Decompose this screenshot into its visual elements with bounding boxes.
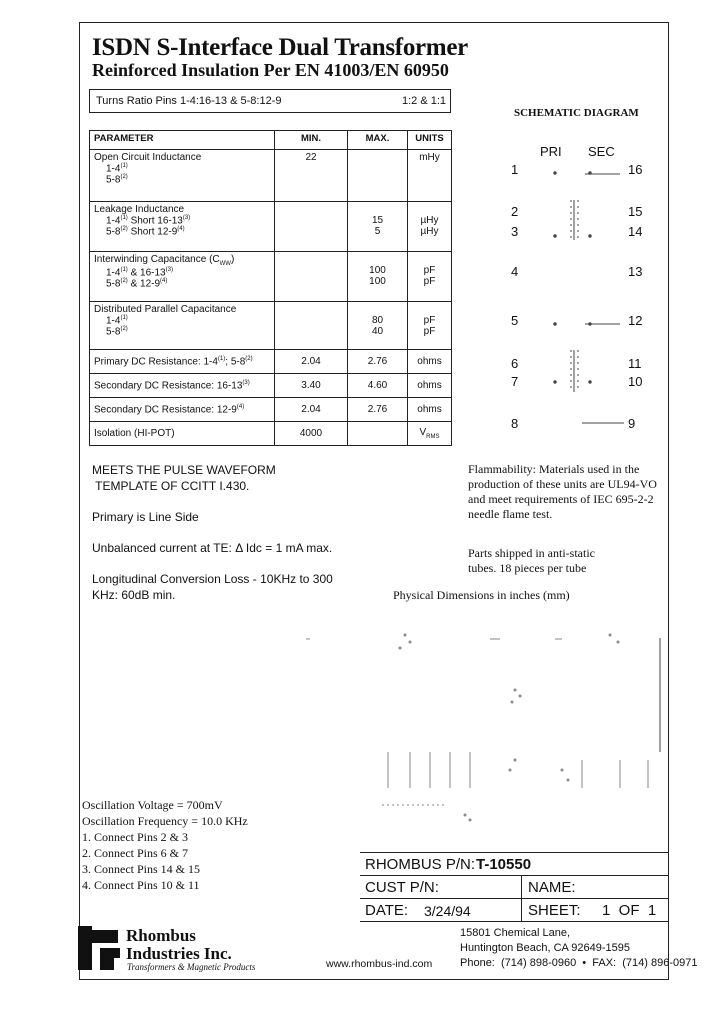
longitudinal-note-line2: KHz: 60dB min. — [92, 588, 176, 602]
schematic-title: SCHEMATIC DIAGRAM — [514, 107, 639, 119]
title-block-rule — [360, 898, 669, 899]
physical-dimensions-title: Physical Dimensions in inches (mm) — [393, 588, 570, 602]
param-sub: 1-4$^{(1)}$ & 16-13$^{(3)}$ — [106, 267, 173, 279]
param-sub: 5-8$^{(2)}$ & 12-9$^{(4)}$ — [106, 278, 168, 290]
schematic-drawing — [540, 160, 630, 435]
param-label: Interwinding Capacitance $(C_{WW})$ — [94, 254, 235, 267]
table-row — [90, 252, 452, 302]
pin-label: 8 — [511, 416, 519, 431]
max-value: 4.60 — [348, 374, 408, 398]
pin-label: 6 — [511, 356, 519, 371]
units-value: ohms — [408, 374, 452, 398]
pin-label: 3 — [511, 224, 519, 239]
turns-ratio-box — [89, 89, 451, 113]
header-min: MIN. — [275, 131, 348, 150]
sheet-label: SHEET: — [528, 902, 581, 919]
param-sub: 5-8$^{(2)}$ — [106, 326, 128, 338]
min-value — [275, 252, 348, 302]
turns-ratio-label: Turns Ratio Pins 1-4:16-13 & 5-8:12-9 — [96, 95, 282, 107]
polarity-dot — [554, 172, 556, 174]
table-row — [90, 302, 452, 350]
company-name-line2: Industries Inc. — [126, 944, 232, 963]
min-value: 4000 — [275, 422, 348, 446]
rhombus-pn-label: RHOMBUS P/N: — [365, 856, 476, 873]
pin-label: 9 — [628, 416, 636, 431]
min-value: 22 — [275, 150, 348, 202]
table-row — [90, 150, 452, 202]
units-value: ohms — [408, 398, 452, 422]
address-line1: 15801 Chemical Lane, — [460, 927, 571, 939]
table-row: Secondary DC Resistance: 12-9$^{(4)}$ 2.04 2.76 ohms — [90, 398, 452, 422]
pin-label: 15 — [628, 204, 643, 219]
units-value: µHy µHy — [408, 202, 452, 252]
pin-label: 16 — [628, 162, 643, 177]
param-sub: 5-8$^{(2)}$ Short 12-9$^{(4)}$ — [106, 226, 185, 238]
max-value: 80 40 — [348, 302, 408, 350]
title-block-divider — [521, 875, 522, 921]
max-value — [348, 422, 408, 446]
min-value: 3.40 — [275, 374, 348, 398]
max-value: 2.76 — [348, 398, 408, 422]
company-website: www.rhombus-ind.com — [326, 958, 433, 970]
date-label: DATE: — [365, 902, 409, 919]
title-block-rule — [360, 852, 669, 853]
sec-label: SEC — [588, 144, 615, 159]
pin-label: 4 — [511, 264, 519, 279]
phone-fax: Phone: (714) 898-0960 • FAX: (714) 896-0971 — [460, 957, 698, 969]
date-value: 3/24/94 — [424, 903, 471, 919]
header-parameter: PARAMETER — [90, 131, 275, 150]
pin-label: 14 — [628, 224, 643, 239]
pin-label: 5 — [511, 313, 519, 328]
pin-label: 13 — [628, 264, 643, 279]
units-value: $V_{RMS}$ — [408, 422, 452, 446]
shipping-note: Parts shipped in anti-static tubes. 18 pieces per tube — [468, 546, 595, 575]
oscillation-notes: Oscillation Voltage = 700mV Oscillation Frequency = 10.0 KHz 1. Connect Pins 2 & 3 2. Connect Pins 6 & 7 3. Connect Pins 14 & 15 4. Connect Pins 10 & 11 — [82, 798, 248, 892]
max-value — [348, 150, 408, 202]
min-value — [275, 202, 348, 252]
turns-ratio-value: 1:2 & 1:1 — [402, 95, 447, 107]
unbalanced-note: Unbalanced current at TE: Δ Idc = 1 mA max. — [92, 541, 333, 555]
longitudinal-note-line1: Longitudinal Conversion Loss - 10KHz to 300 — [92, 572, 333, 586]
spec-table — [89, 130, 452, 446]
name-label: NAME: — [528, 879, 576, 896]
primary-note: Primary is Line Side — [92, 510, 199, 524]
table-row: Primary DC Resistance: 1-4$^{(1)}$; 5-8$^{(2)}$ 2.04 2.76 ohms — [90, 350, 452, 374]
min-value — [275, 302, 348, 350]
pin-label: 10 — [628, 374, 643, 389]
header-max: MAX. — [348, 131, 408, 150]
param-sub: 1-4$^{(1)}$ — [106, 315, 128, 327]
pin-label: 12 — [628, 313, 643, 328]
param-label: Distributed Parallel Capacitance — [94, 304, 237, 315]
max-value: 15 5 — [348, 202, 408, 252]
address-line2: Huntington Beach, CA 92649-1595 — [460, 942, 631, 954]
param-sub: 1-4$^{(1)}$ — [106, 163, 128, 175]
table-header-row — [90, 131, 452, 150]
cust-pn-label: CUST P/N: — [365, 879, 439, 896]
min-value: 2.04 — [275, 398, 348, 422]
header-units: UNITS — [408, 131, 452, 150]
rhombus-pn-value: T-10550 — [476, 856, 532, 873]
title-block-rule — [360, 875, 669, 876]
pin-label: 7 — [511, 374, 519, 389]
table-row — [90, 202, 452, 252]
pin-label: 1 — [511, 162, 519, 177]
param-label: Isolation (HI-POT) — [90, 422, 275, 446]
document-title: ISDN S-Interface Dual Transformer — [92, 34, 468, 61]
physical-dimensions-drawing — [300, 620, 670, 830]
table-row — [90, 422, 452, 446]
max-value: 100 100 — [348, 252, 408, 302]
max-value: 2.76 — [348, 350, 408, 374]
pri-label: PRI — [540, 144, 562, 159]
min-value: 2.04 — [275, 350, 348, 374]
param-sub: 5-8$^{(2)}$ — [106, 174, 128, 186]
document-subtitle: Reinforced Insulation Per EN 41003/EN 60950 — [92, 60, 449, 80]
pin-label: 11 — [628, 356, 642, 371]
units-value: mHy — [408, 150, 452, 202]
company-tagline: Transformers & Magnetic Products — [127, 962, 256, 972]
param-label: Open Circuit Inductance — [94, 152, 202, 163]
pin-label: 2 — [511, 204, 519, 219]
rhombus-logo-icon — [78, 926, 124, 970]
company-name-line1: Rhombus — [126, 926, 196, 945]
pulse-note-line1: MEETS THE PULSE WAVEFORM — [92, 463, 276, 477]
param-sub: 1-4$^{(1)}$ Short 16-13$^{(3)}$ — [106, 215, 191, 227]
title-block-rule — [360, 921, 669, 922]
units-value: pF pF — [408, 302, 452, 350]
param-label: Leakage Inductance — [94, 204, 185, 215]
units-value: ohms — [408, 350, 452, 374]
sheet-value: 1 OF 1 — [602, 902, 657, 919]
pulse-note-line2: TEMPLATE OF CCITT I.430. — [92, 479, 250, 493]
units-value: pF pF — [408, 252, 452, 302]
flammability-note: Flammability: Materials used in the production of these units are UL94-VO and meet requirements of IEC 695-2-2 needle flame test. — [468, 462, 657, 521]
table-row: Secondary DC Resistance: 16-13$^{(3)}$ 3.40 4.60 ohms — [90, 374, 452, 398]
